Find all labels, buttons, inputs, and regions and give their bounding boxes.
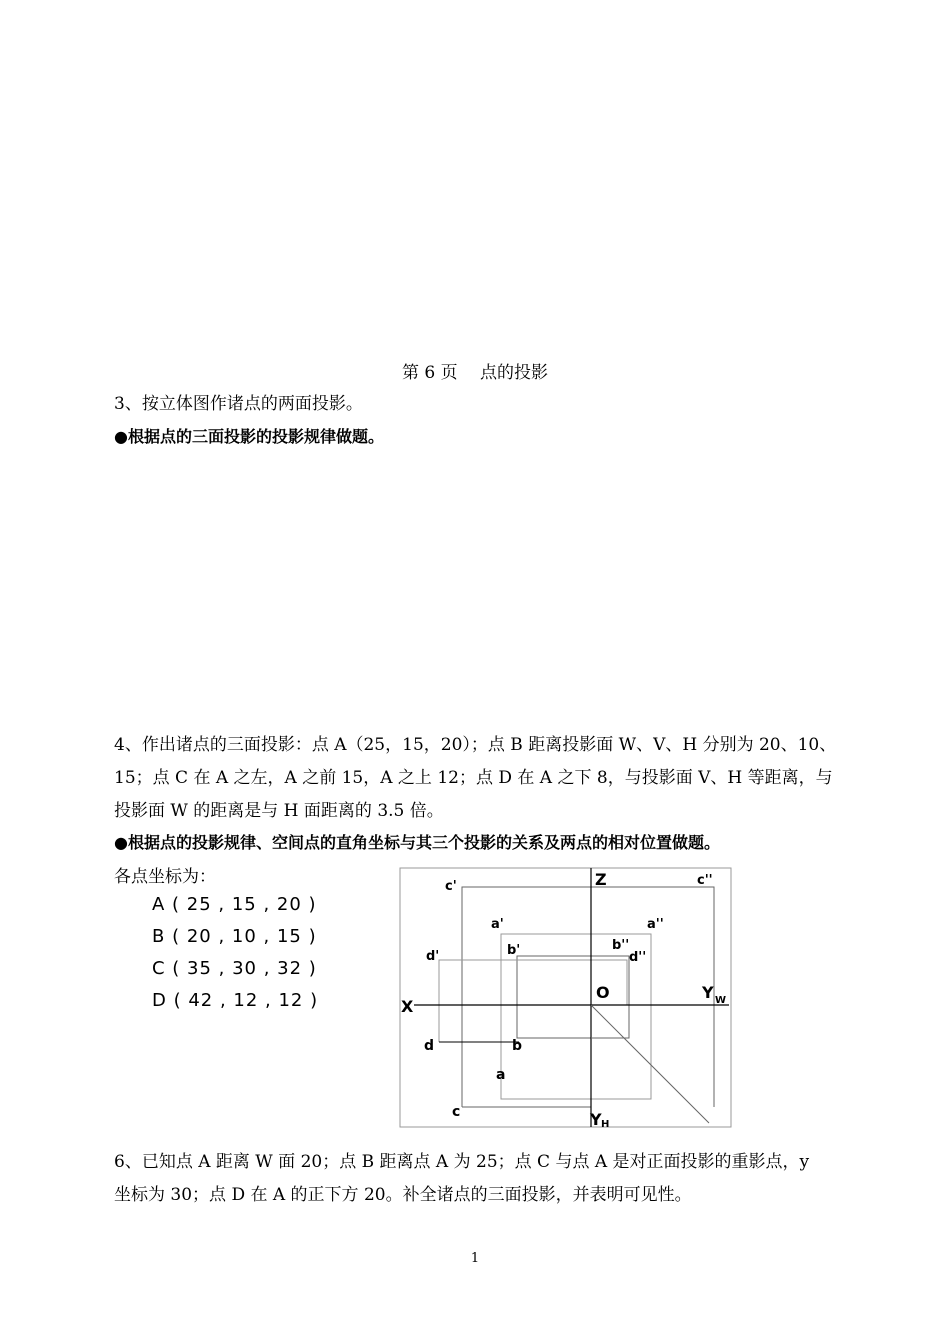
question-6-line-1: 6、已知点 A 距离 W 面 20；点 B 距离点 A 为 25；点 C 与点 A 是对正面投影的重影点，y: [114, 1152, 810, 1172]
label-yh-axis: Y: [590, 1110, 602, 1129]
diagram-frame: [400, 868, 731, 1127]
label-yh-sub: H: [601, 1119, 610, 1129]
question-4-hint: ●根据点的投影规律、空间点的直角坐标与其三个投影的关系及两点的相对位置做题。: [114, 833, 720, 852]
label-yw-sub: W: [715, 995, 727, 1006]
label-a-dprime: a'': [647, 917, 664, 932]
label-z-axis: Z: [595, 870, 607, 889]
projection-diagram: [399, 867, 733, 1129]
question-3-text: 3、按立体图作诸点的两面投影。: [114, 394, 363, 414]
label-c: c: [452, 1104, 461, 1120]
label-x-axis: X: [401, 997, 414, 1016]
label-d-dprime: d'': [629, 950, 647, 965]
label-yw-axis: Y: [702, 983, 714, 1002]
coords-title: 各点坐标为：: [114, 867, 216, 887]
coord-a: A ( 25 , 15 , 20 ): [152, 894, 317, 915]
question-4-text: [114, 729, 842, 828]
label-a-prime: a': [491, 917, 504, 932]
label-b: b: [512, 1038, 523, 1054]
question-4-line-2: 15；点 C 在 A 之左，A 之前 15，A 之上 12；点 D 在 A 之下 8，与投影面 V、H 等距离，与: [114, 768, 833, 788]
question-6-line-2: 坐标为 30；点 D 在 A 的正下方 20。补全诸点的三面投影，并表明可见性。: [114, 1185, 692, 1205]
coord-b: B ( 20 , 10 , 15 ): [152, 926, 317, 947]
label-b-dprime: b'': [612, 938, 630, 953]
label-d-prime: d': [426, 949, 440, 964]
page-number: 1: [470, 1251, 480, 1266]
label-d: d: [424, 1038, 435, 1054]
label-a: a: [496, 1067, 506, 1083]
label-c-dprime: c'': [697, 873, 713, 888]
question-4-line-1: 4、作出诸点的三面投影：点 A（25，15，20）；点 B 距离投影面 W、V、H 分别为 20、10、: [114, 735, 837, 755]
label-b-prime: b': [507, 943, 521, 958]
question-4-line-3: 投影面 W 的距离是与 H 面距离的 3.5 倍。: [114, 801, 444, 821]
label-c-prime: c': [445, 879, 457, 894]
coord-d: D ( 42 , 12 , 12 ): [152, 990, 319, 1011]
coord-c: C ( 35 , 30 , 32 ): [152, 958, 317, 979]
page-title: 第 6 页 点的投影: [401, 363, 549, 383]
label-origin: O: [596, 983, 610, 1002]
question-6-text: [114, 1146, 842, 1212]
question-3-hint: ●根据点的三面投影的投影规律做题。: [114, 427, 384, 446]
